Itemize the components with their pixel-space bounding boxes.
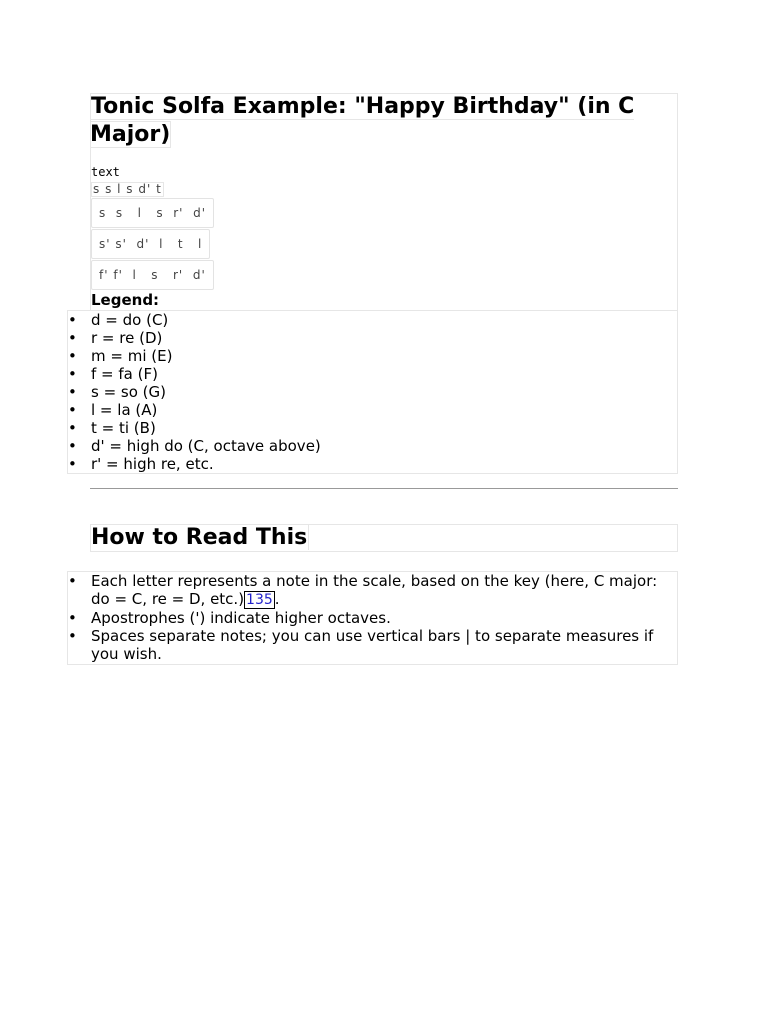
citation-link[interactable]: 135: [246, 592, 273, 608]
bullet-icon: •: [68, 401, 77, 419]
legend-item-text: r' = high re, etc.: [91, 455, 214, 473]
howto-item-text: Spaces separate notes; you can use vertical bars | to separate measures if you wish.: [91, 627, 654, 663]
music-line-box: s s l s r' d': [91, 198, 214, 228]
list-item: [68, 329, 677, 347]
list-item: [68, 437, 677, 455]
list-item: [68, 347, 677, 365]
list-item: [68, 627, 677, 663]
howto-item-text: Apostrophes (') indicate higher octaves.: [91, 609, 391, 627]
list-item: [68, 572, 677, 609]
music-line-box: s' s' d' l t l: [91, 229, 210, 259]
list-item: [68, 401, 677, 419]
howto-list: [67, 571, 678, 665]
bullet-icon: •: [68, 419, 77, 437]
legend-item-text: t = ti (B): [91, 419, 156, 437]
list-item: [68, 455, 677, 473]
legend-item-text: l = la (A): [91, 401, 158, 419]
bullet-icon: •: [68, 329, 77, 347]
howto-item-punct: .: [274, 590, 280, 608]
music-line: s s l s d' t: [93, 182, 162, 196]
bullet-icon: •: [68, 365, 77, 383]
bullet-icon: •: [68, 609, 77, 627]
section-heading: How to Read This: [91, 525, 308, 550]
legend-item-text: m = mi (E): [91, 347, 173, 365]
bullet-icon: •: [68, 437, 77, 455]
bullet-icon: •: [68, 572, 77, 590]
list-item: [68, 609, 677, 627]
list-item: [68, 383, 677, 401]
bullet-icon: •: [68, 455, 77, 473]
legend-item-text: s = so (G): [91, 383, 167, 401]
bullet-icon: •: [68, 311, 77, 329]
legend-list: [67, 310, 678, 474]
code-language-label: text: [91, 165, 120, 179]
music-line-box: f' f' l s r' d': [91, 260, 214, 290]
bullet-icon: •: [68, 347, 77, 365]
legend-title: Legend:: [91, 291, 160, 309]
legend-item-text: d' = high do (C, octave above): [91, 437, 321, 455]
list-item: [68, 311, 677, 329]
page-title: Tonic Solfa Example: "Happy Birthday" (in C Major): [90, 94, 635, 147]
howto-item-text: Each letter represents a note in the scale, based on the key (here, C major: do = C, re = D, etc.): [91, 572, 658, 608]
bullet-icon: •: [68, 627, 77, 645]
legend-item-text: d = do (C): [91, 311, 169, 329]
legend-item-text: r = re (D): [91, 329, 163, 347]
list-item: [68, 365, 677, 383]
legend-item-text: f = fa (F): [91, 365, 158, 383]
list-item: [68, 419, 677, 437]
bullet-icon: •: [68, 383, 77, 401]
horizontal-divider: [90, 488, 678, 489]
